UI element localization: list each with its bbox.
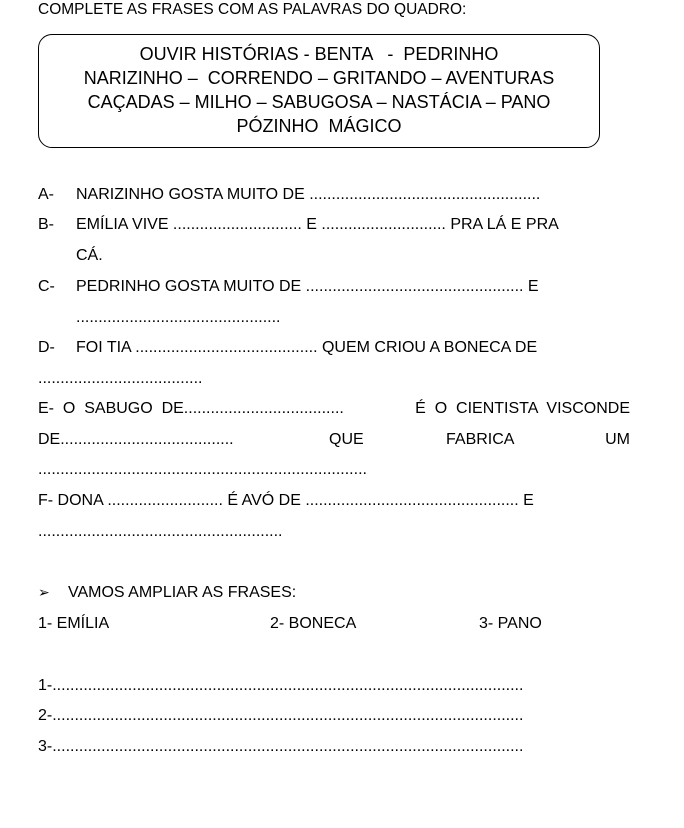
question-e-line1-end: É O CIENTISTA VISCONDE: [415, 400, 630, 417]
word-box-line: OUVIR HISTÓRIAS - BENTA - PEDRINHO: [139, 44, 499, 64]
question-b-continuation: CÁ.: [76, 247, 103, 264]
answer-line-3: 3-..........................................................................................................: [38, 738, 524, 755]
question-d-continuation: .....................................: [38, 370, 203, 387]
question-e-line2-que: QUE: [329, 431, 364, 448]
ampliar-word-3: 3- PANO: [479, 615, 542, 632]
question-d-text: FOI TIA ......................................... QUEM CRIOU A BONECA DE: [76, 339, 538, 356]
question-c-label: C-: [38, 278, 55, 295]
question-e-line1-start: E- O SABUGO DE....................................: [38, 400, 344, 417]
question-f-continuation: .......................................................: [38, 523, 283, 540]
answer-line-1: 1-..........................................................................................................: [38, 677, 524, 694]
question-e-line2-um: UM: [605, 431, 630, 448]
ampliar-heading: VAMOS AMPLIAR AS FRASES:: [68, 584, 297, 601]
ampliar-word-2: 2- BONECA: [270, 615, 357, 632]
question-b-text: EMÍLIA VIVE ............................. E ............................ PRA LÁ E PRA: [76, 216, 559, 233]
question-e-line2-start: DE.......................................: [38, 431, 234, 448]
word-box-line: CAÇADAS – MILHO – SABUGOSA – NASTÁCIA – PANO: [87, 92, 551, 112]
question-f-text: F- DONA .......................... É AVÓ DE ................................................ E: [38, 492, 534, 509]
answer-line-2: 2-..........................................................................................................: [38, 707, 524, 724]
ampliar-word-1: 1- EMÍLIA: [38, 615, 110, 632]
question-b-label: B-: [38, 216, 54, 233]
word-box: [38, 34, 600, 148]
arrow-bullet-icon: ➢: [38, 584, 50, 600]
word-box-line: NARIZINHO – CORRENDO – GRITANDO – AVENTURAS: [83, 68, 555, 88]
instruction: COMPLETE AS FRASES COM AS PALAVRAS DO QUADRO:: [38, 1, 467, 18]
question-e-line2-fabrica: FABRICA: [446, 431, 515, 448]
question-e-continuation: ..........................................................................: [38, 461, 367, 478]
word-box-line: PÓZINHO MÁGICO: [236, 116, 402, 136]
question-c-continuation: ..............................................: [76, 309, 281, 326]
question-a-text: NARIZINHO GOSTA MUITO DE ....................................................: [76, 186, 541, 203]
question-d-label: D-: [38, 339, 55, 356]
question-c-text: PEDRINHO GOSTA MUITO DE ................................................. E: [76, 278, 539, 295]
question-a-label: A-: [38, 186, 54, 203]
